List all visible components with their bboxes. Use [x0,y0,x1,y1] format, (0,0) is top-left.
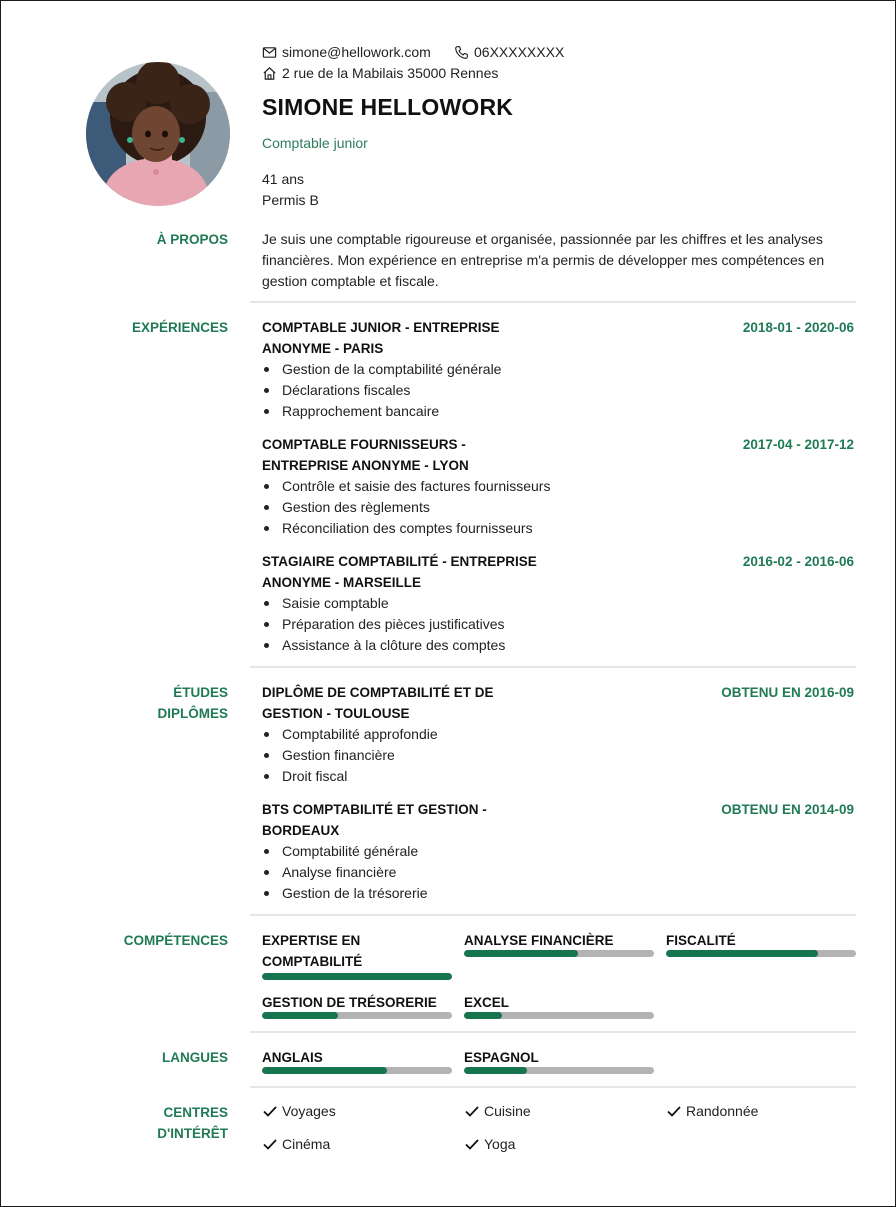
contact-email[interactable] [262,44,431,60]
language-bar-fill [262,1067,387,1074]
interest-item [666,1103,758,1119]
list-item: Réconciliation des comptes fournisseurs [262,518,550,539]
list-item: Gestion de la comptabilité générale [262,359,501,380]
experience-title: COMPTABLE FOURNISSEURS - ENTREPRISE ANONYME - LYON [262,437,469,473]
label-line: CENTRES [163,1105,228,1120]
list-item: Préparation des pièces justificatives [262,614,505,635]
education-bullets [262,841,428,904]
interest-label: Randonnée [686,1103,759,1119]
experience-date: 2017-04 - 2017-12 [742,437,854,452]
language-name: ANGLAIS [262,1050,323,1065]
list-item: Déclarations fiscales [262,380,501,401]
age-text: 41 ans [262,171,305,187]
skill-name-line: COMPTABILITÉ [262,954,363,969]
experience-date: 2018-01 - 2020-06 [742,320,854,335]
skill-item [262,992,452,1019]
phone-icon [454,45,469,60]
experience-title: COMPTABLE JUNIOR - ENTREPRISE ANONYME - PARIS [262,320,500,356]
skill-bar-fill [666,950,818,957]
profile-photo [86,62,230,206]
license-text: Permis B [262,192,319,208]
skill-bar-fill [262,1012,338,1019]
list-item: Gestion des règlements [262,497,550,518]
section-label-languages: LANGUES [161,1050,228,1065]
interest-label: Yoga [484,1136,516,1152]
skill-item [464,992,654,1019]
candidate-name: SIMONE HELLOWORK [262,94,514,120]
list-item: Contrôle et saisie des factures fournisseurs [262,476,550,497]
language-item [262,1047,452,1074]
check-icon [464,1103,480,1119]
education-date: OBTENU EN 2016-09 [721,685,854,700]
skill-name: ANALYSE FINANCIÈRE [464,933,614,948]
label-line: ÉTUDES [173,685,228,700]
language-bar [262,1067,452,1074]
experience-bullets [262,476,550,539]
section-label-about: À PROPOS [156,232,228,247]
interest-label: Cinéma [282,1136,331,1152]
language-name: ESPAGNOL [464,1050,539,1065]
language-bar-fill [464,1067,527,1074]
interest-item [464,1103,531,1119]
skill-item [262,930,452,980]
job-title: Comptable junior [262,135,368,151]
section-divider [250,1031,856,1033]
list-item: Comptabilité générale [262,841,428,862]
experience-bullets [262,359,501,422]
section-label-experience: EXPÉRIENCES [131,320,228,335]
skill-bar [262,973,452,980]
experience-title: STAGIAIRE COMPTABILITÉ - ENTREPRISE ANONYME - MARSEILLE [262,554,537,590]
skill-bar [464,1012,654,1019]
section-divider [250,666,856,668]
contact-phone[interactable] [454,44,564,60]
check-icon [262,1136,278,1152]
mail-icon [262,45,277,60]
skill-name: GESTION DE TRÉSORERIE [262,995,437,1010]
check-icon [262,1103,278,1119]
list-item: Assistance à la clôture des comptes [262,635,505,656]
skill-bar-fill [464,1012,502,1019]
list-item: Gestion de la trésorerie [262,883,428,904]
list-item: Gestion financière [262,745,438,766]
phone-text: 06XXXXXXXX [474,44,565,60]
list-item: Rapprochement bancaire [262,401,501,422]
section-divider [250,914,856,916]
skill-bar [464,950,654,957]
education-title: DIPLÔME DE COMPTABILITÉ ET DE GESTION - TOULOUSE [262,685,494,721]
education-title: BTS COMPTABILITÉ ET GESTION - BORDEAUX [262,802,487,838]
address-text: 2 rue de la Mabilais 35000 Rennes [282,65,499,81]
interest-label: Cuisine [484,1103,531,1119]
contact-address [262,65,498,81]
home-icon [262,66,277,81]
skill-bar-fill [464,950,578,957]
skill-name [262,930,452,972]
skill-bar [666,950,856,957]
language-bar [464,1067,654,1074]
section-divider [250,1086,856,1088]
skill-name: EXCEL [464,995,510,1010]
education-date: OBTENU EN 2014-09 [721,802,854,817]
interest-label: Voyages [282,1103,336,1119]
interest-item [262,1103,336,1119]
check-icon [464,1136,480,1152]
list-item: Comptabilité approfondie [262,724,438,745]
interest-item [262,1136,330,1152]
list-item: Droit fiscal [262,766,438,787]
education-bullets [262,724,438,787]
skill-item [464,930,654,957]
section-label-skills: COMPÉTENCES [123,933,228,948]
experience-bullets [262,593,505,656]
section-divider [250,301,856,303]
email-text: simone@hellowork.com [282,44,431,60]
label-line: D'INTÉRÊT [157,1126,228,1141]
list-item: Saisie comptable [262,593,505,614]
list-item: Analyse financière [262,862,428,883]
skill-bar [262,1012,452,1019]
interest-item [464,1136,515,1152]
check-icon [666,1103,682,1119]
skill-name: FISCALITÉ [666,933,736,948]
about-text: Je suis une comptable rigoureuse et organisée, passionnée par les chiffres et les analyses financières. Mon expérience en entreprise m'a permis de développer mes compétences en gestion comptable et fiscale. [262,231,825,289]
experience-date: 2016-02 - 2016-06 [742,554,854,569]
label-line: DIPLÔMES [157,706,228,721]
language-item [464,1047,654,1074]
section-label-interests [157,1102,228,1144]
skill-item [666,930,856,957]
skill-name-line: EXPERTISE EN [262,933,361,948]
section-label-education [157,682,228,724]
skill-bar-fill [262,973,452,980]
